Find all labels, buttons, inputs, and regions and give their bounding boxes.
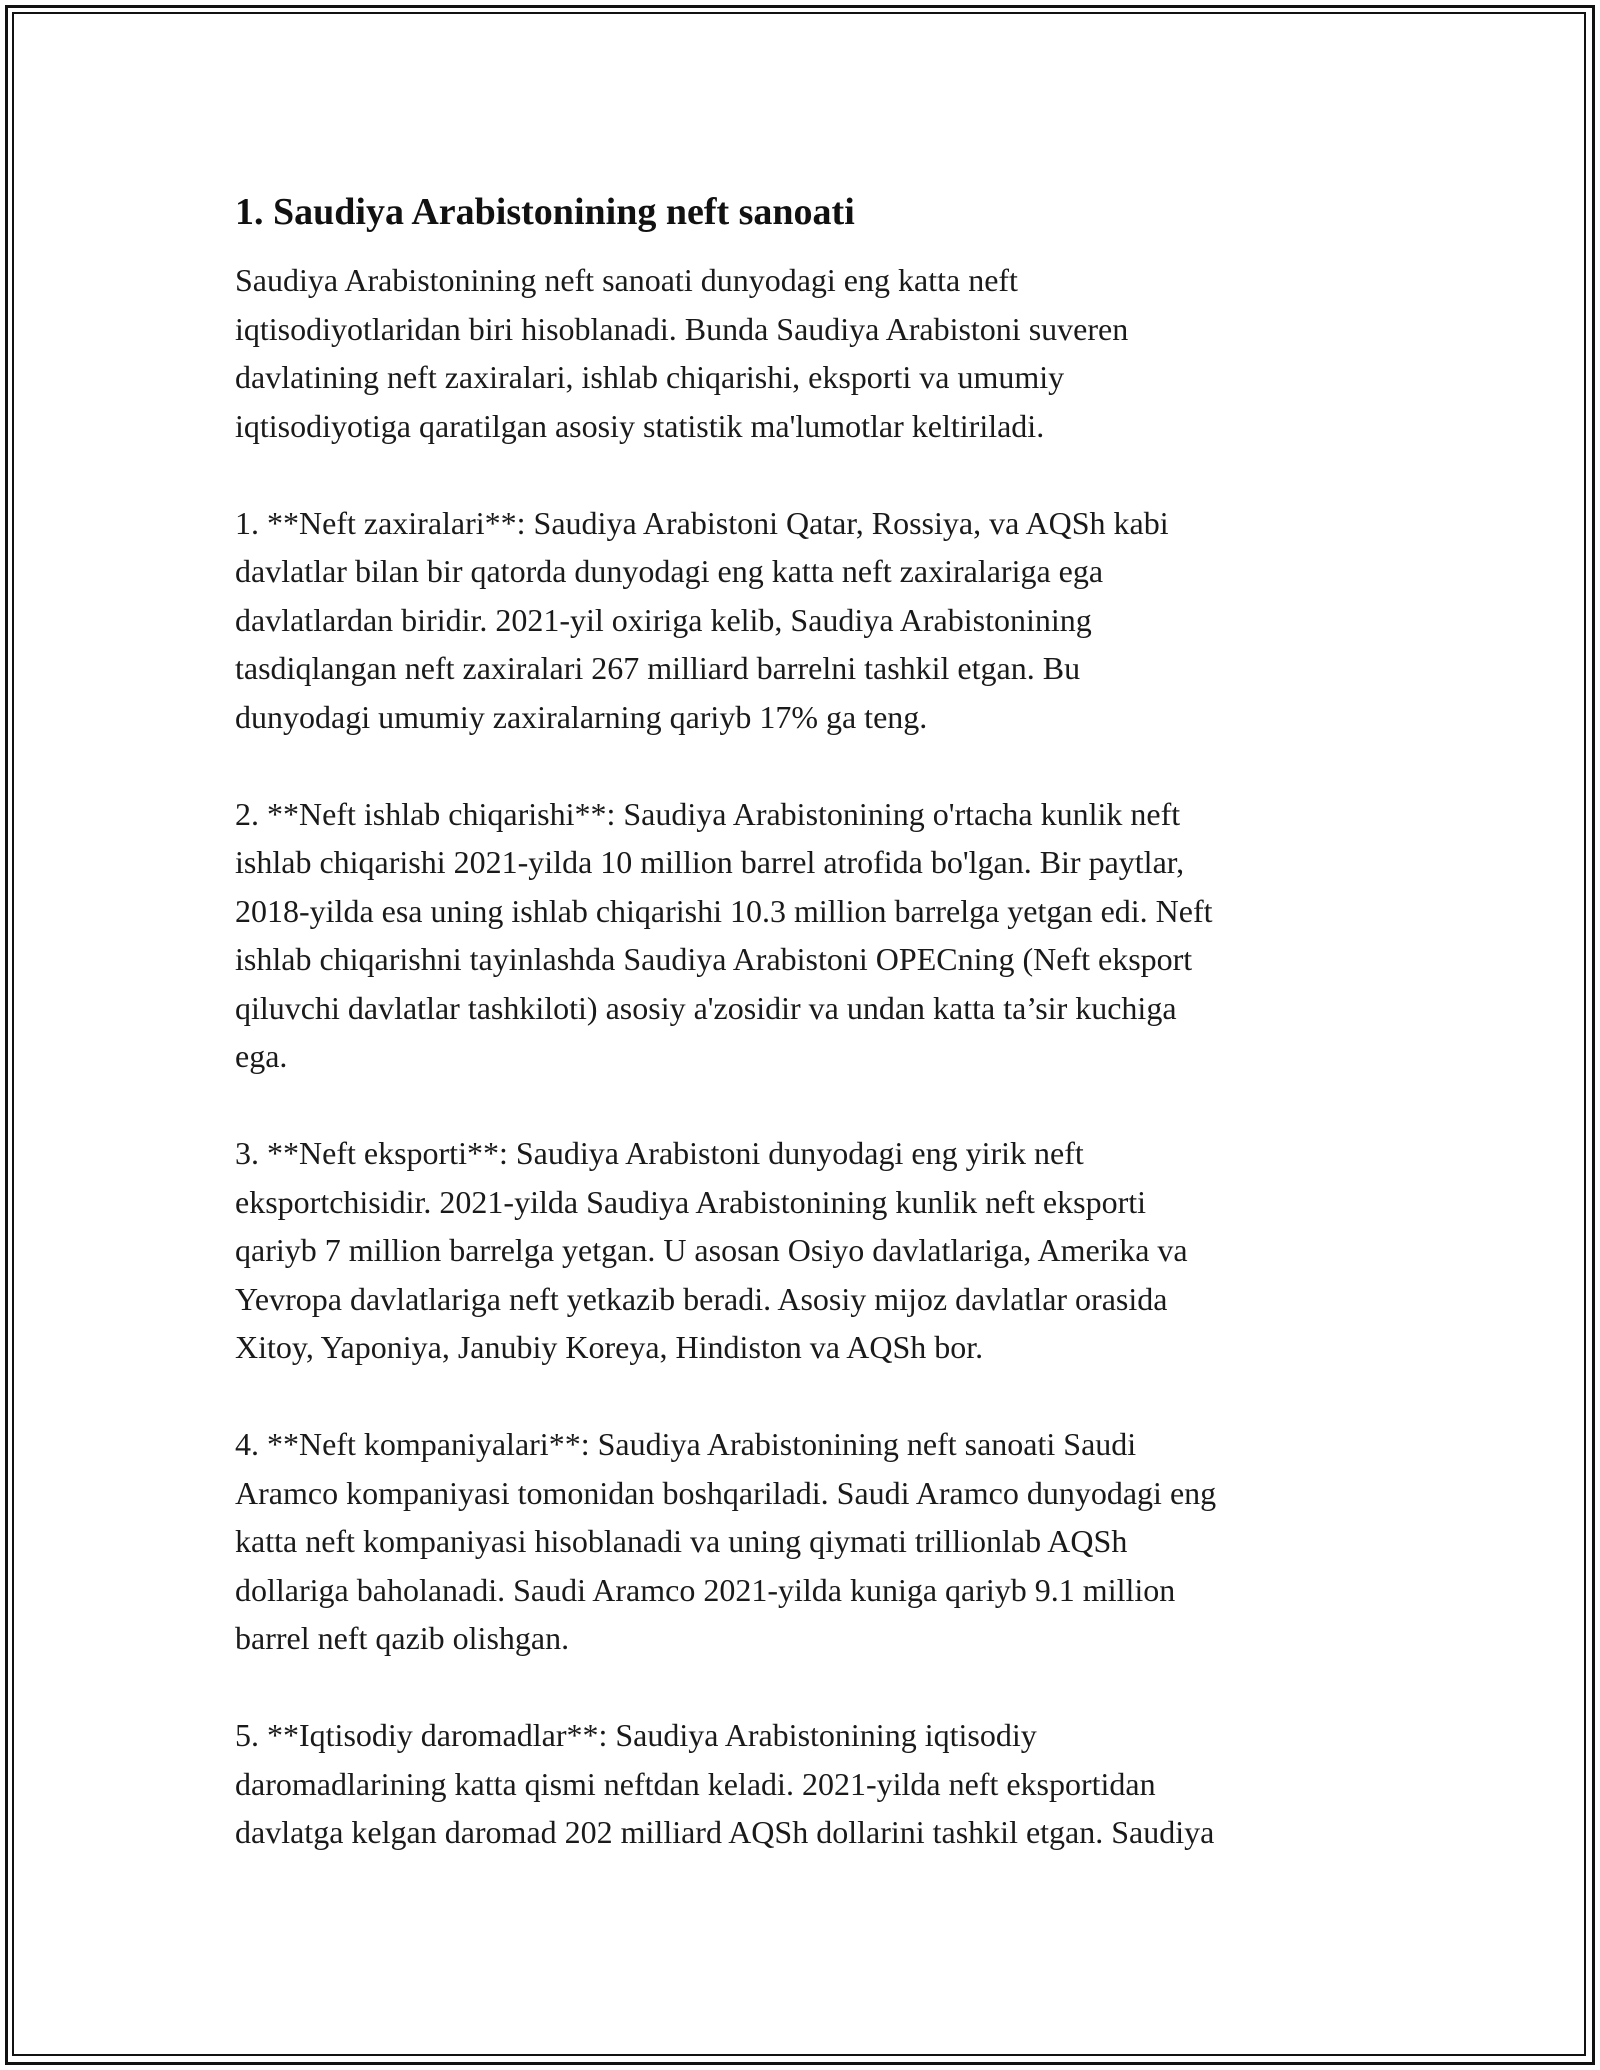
reserves-paragraph [235,499,1395,742]
text-line: katta neft kompaniyasi hisoblanadi va uning qiymati trillionlab AQSh [235,1523,1128,1559]
text-line: 3. **Neft eksporti**: Saudiya Arabistoni dunyodagi eng yirik neft [235,1135,1084,1171]
production-paragraph [235,790,1395,1081]
text-line: Xitoy, Yaponiya, Janubiy Koreya, Hindiston va AQSh bor. [235,1329,984,1365]
text-line: ishlab chiqarishni tayinlashda Saudiya Arabistoni OPECning (Neft eksport [235,941,1193,977]
text-line: 2. **Neft ishlab chiqarishi**: Saudiya Arabistonining o'rtacha kunlik neft [235,795,1181,832]
text-line: davlatga kelgan daromad 202 milliard AQSh dollarini tashkil etgan. Saudiya [235,1814,1215,1850]
text-line: 5. **Iqtisodiy daromadlar**: Saudiya Arabistonining iqtisodiy [235,1717,1037,1753]
text-line: Saudiya Arabistonining neft sanoati dunyodagi eng katta neft [235,262,1018,298]
text-line: tasdiqlangan neft zaxiralari 267 milliard barrelni tashkil etgan. Bu [235,650,1081,686]
text-line: dunyodagi umumiy zaxiralarning qariyb 17% ga teng. [235,698,928,735]
text-line: barrel neft qazib olishgan. [235,1620,570,1656]
text-line: iqtisodiyotlaridan biri hisoblanadi. Bunda Saudiya Arabistoni suveren [235,310,1129,347]
text-line: davlatlardan biridir. 2021-yil oxiriga kelib, Saudiya Arabistonining [235,601,1092,638]
text-line: dollariga baholanadi. Saudi Aramco 2021-yilda kuniga qariyb 9.1 million [235,1571,1176,1608]
text-line: ega. [235,1038,288,1074]
text-line: davlatlar bilan bir qatorda dunyodagi eng katta neft zaxiralariga ega [235,553,1104,589]
revenue-paragraph [235,1711,1395,1857]
text-line: ishlab chiqarishi 2021-yilda 10 million barrel atrofida bo'lgan. Bir paytlar, [235,844,1185,880]
text-line: eksportchisidir. 2021-yilda Saudiya Arabistonining kunlik neft eksporti [235,1183,1146,1220]
text-line: davlatining neft zaxiralari, ishlab chiqarishi, eksporti va umumiy [235,359,1065,395]
intro-paragraph [235,256,1395,450]
document-body [235,188,1395,1905]
section-heading: 1. Saudiya Arabistonining neft sanoati [235,191,855,233]
text-line: qiluvchi davlatlar tashkiloti) asosiy a'zosidir va undan katta ta’sir kuchiga [235,989,1177,1026]
text-line: qariyb 7 million barrelga yetgan. U asosan Osiyo davlatlariga, Amerika va [235,1232,1188,1268]
text-line: iqtisodiyotiga qaratilgan asosiy statistik ma'lumotlar keltiriladi. [235,407,1045,444]
text-line: Aramco kompaniyasi tomonidan boshqariladi. Saudi Aramco dunyodagi eng [235,1474,1217,1511]
text-line: 2018-yilda esa uning ishlab chiqarishi 10.3 million barrelga yetgan edi. Neft [235,892,1213,929]
text-line: 1. **Neft zaxiralari**: Saudiya Arabistoni Qatar, Rossiya, va AQSh kabi [235,504,1169,541]
text-line: 4. **Neft kompaniyalari**: Saudiya Arabistonining neft sanoati Saudi [235,1426,1137,1462]
companies-paragraph [235,1420,1395,1663]
text-line: Yevropa davlatlariga neft yetkazib beradi. Asosiy mijoz davlatlar orasida [235,1280,1168,1317]
text-line: daromadlarining katta qismi neftdan keladi. 2021-yilda neft eksportidan [235,1765,1156,1802]
export-paragraph [235,1129,1395,1372]
